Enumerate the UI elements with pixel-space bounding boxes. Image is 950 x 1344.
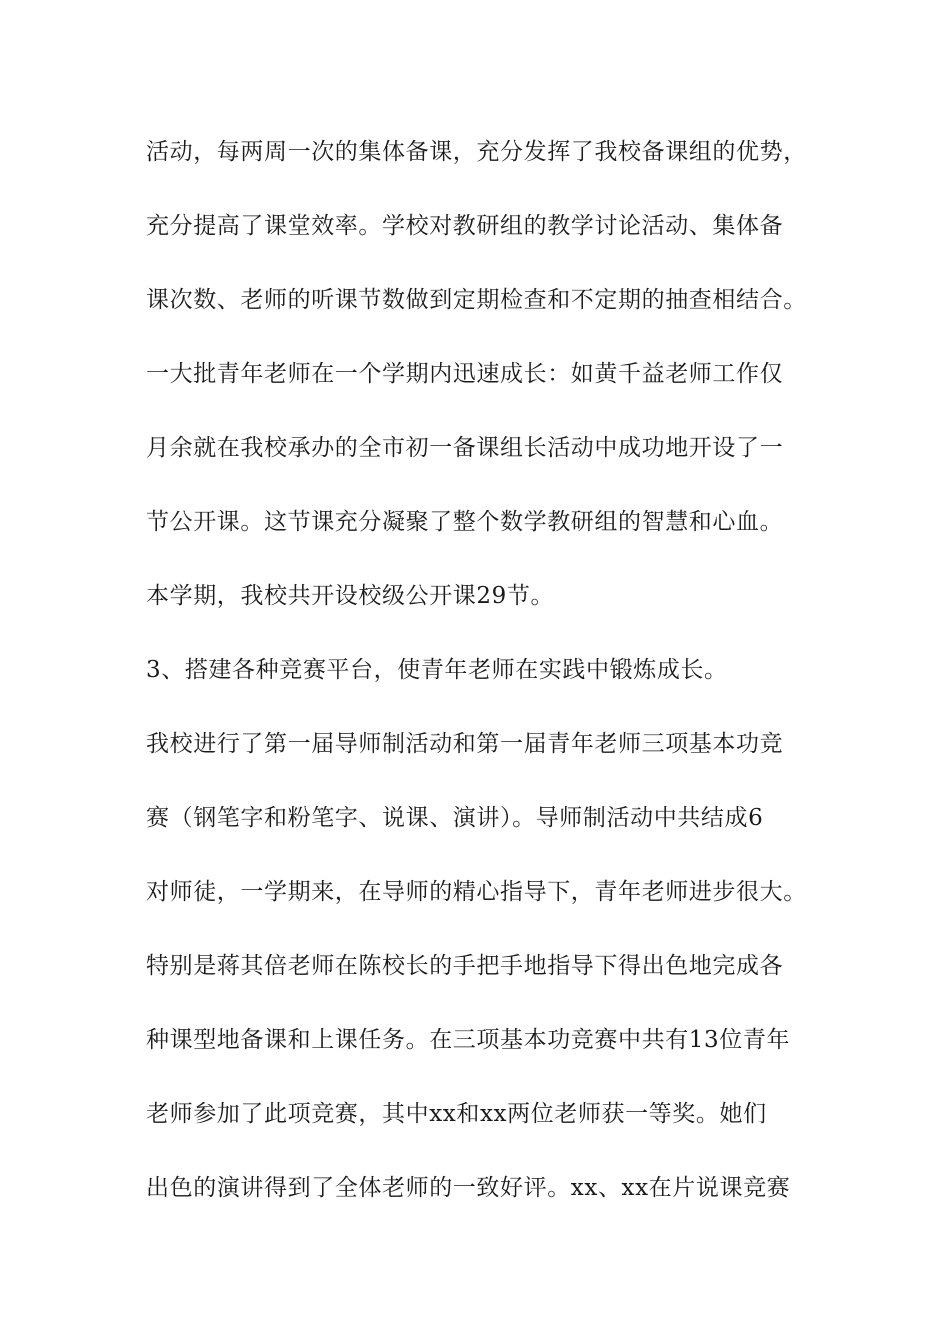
paragraph-line: 老师参加了此项竞赛，其中xx和xx两位老师获一等奖。她们 xyxy=(146,1101,767,1127)
paragraph-line: 一大批青年老师在一个学期内迅速成长：如黄千益老师工作仅 xyxy=(146,361,784,387)
paragraph-line: 课次数、老师的听课节数做到定期检查和不定期的抽查相结合。 xyxy=(146,287,807,313)
paragraph-line: 我校进行了第一届导师制活动和第一届青年老师三项基本功竞 xyxy=(146,731,784,757)
paragraph-line: 对师徒，一学期来，在导师的精心指导下，青年老师进步很大。 xyxy=(146,879,807,905)
paragraph-line: 本学期，我校共开设校级公开课29节。 xyxy=(146,583,555,609)
paragraph-line: 活动，每两周一次的集体备课，充分发挥了我校备课组的优势， xyxy=(146,139,807,165)
paragraph-line: 特别是蒋其倍老师在陈校长的手把手地指导下得出色地完成各 xyxy=(146,953,784,979)
paragraph-line: 充分提高了课堂效率。学校对教研组的教学讨论活动、集体备 xyxy=(146,213,784,239)
paragraph-line: 月余就在我校承办的全市初一备课组长活动中成功地开设了一 xyxy=(146,435,784,461)
paragraph-line: 种课型地备课和上课任务。在三项基本功竞赛中共有13位青年 xyxy=(146,1027,791,1053)
paragraph-line: 赛（钢笔字和粉笔字、说课、演讲）。导师制活动中共结成6 xyxy=(146,805,764,831)
paragraph-line: 出色的演讲得到了全体老师的一致好评。xx、xx在片说课竞赛 xyxy=(146,1175,791,1201)
section-heading: 3、搭建各种竞赛平台，使青年老师在实践中锻炼成长。 xyxy=(146,657,728,683)
paragraph-line: 节公开课。这节课充分凝聚了整个数学教研组的智慧和心血。 xyxy=(146,509,784,535)
